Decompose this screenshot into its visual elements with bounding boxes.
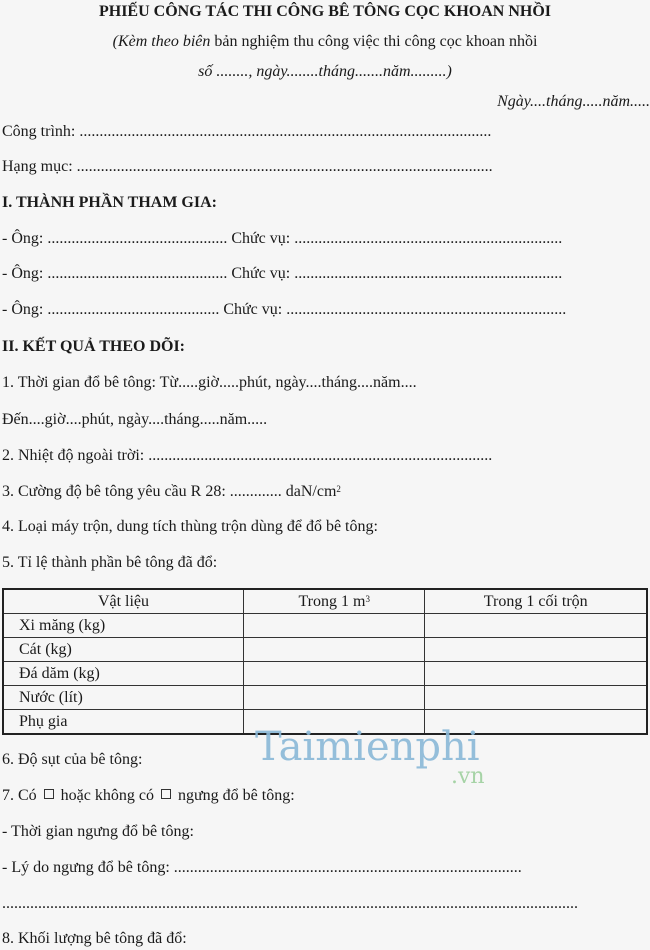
item-4: 4. Loại máy trộn, dung tích thùng trộn dùng để đổ bê tông: (2, 518, 378, 535)
item-6: 6. Độ sụt của bê tông: (2, 751, 143, 768)
subtitle-rest: bản nghiệm thu công việc thi công cọc khoan nhồi (210, 33, 538, 50)
item-1b: Đến....giờ....phút, ngày....tháng.....năm..... (2, 411, 268, 428)
material-cell: Cát (kg) (3, 638, 243, 662)
table-row (3, 662, 647, 686)
checkbox-khong-co[interactable] (161, 789, 171, 799)
per-batch-input[interactable] (425, 638, 647, 662)
item-7-time: - Thời gian ngưng đổ bê tông: (2, 823, 194, 840)
per-m3-input[interactable] (243, 614, 425, 638)
item-7-b: hoặc không có (60, 787, 154, 804)
per-batch-input[interactable] (425, 662, 647, 686)
subtitle-line2: số ........, ngày........tháng.......năm.........) (198, 63, 452, 80)
document-subtitle (0, 32, 650, 52)
item-1: 1. Thời gian đổ bê tông: Từ.....giờ.....phút, ngày....tháng....năm.... (2, 374, 417, 391)
checkbox-co[interactable] (44, 789, 54, 799)
header-sup: 3 (365, 593, 370, 604)
item-3 (2, 482, 341, 502)
participant-2: - Ông: ............................................. Chức vụ: ................................................................... (2, 265, 563, 282)
table-header-row (3, 589, 647, 614)
table-row (3, 686, 647, 710)
item-3-sup: 2 (336, 484, 341, 494)
mix-ratio-table (2, 588, 648, 735)
item-5: 5. Tỉ lệ thành phần bê tông đã đổ: (2, 554, 218, 571)
date-line: Ngày....tháng.....năm..... (497, 93, 650, 110)
header-cell: Trong 1 cối trộn (425, 589, 647, 614)
item-8: 8. Khối lượng bê tông đã đổ: (2, 930, 187, 947)
subtitle-italic: (Kèm theo biên (112, 33, 211, 50)
material-cell: Nước (lít) (3, 686, 243, 710)
per-m3-input[interactable] (243, 686, 425, 710)
material-cell: Phụ gia (3, 710, 243, 735)
per-batch-input[interactable] (425, 686, 647, 710)
item-7-a: 7. Có (2, 787, 37, 804)
header-cell: Vật liệu (3, 589, 243, 614)
participant-3: - Ông: ........................................... Chức vụ: ...................................................................... (2, 301, 567, 318)
per-m3-input[interactable] (243, 662, 425, 686)
table-row (3, 638, 647, 662)
section1-heading: I. THÀNH PHẦN THAM GIA: (2, 194, 217, 211)
item-2: 2. Nhiệt độ ngoài trời: ...................................................................................... (2, 447, 493, 464)
item-3-text: 3. Cường độ bê tông yêu cầu R 28: ............. daN/cm (2, 483, 337, 500)
field-hang-muc: Hạng mục: ........................................................................................................ (2, 158, 493, 175)
per-m3-input[interactable] (243, 638, 425, 662)
taimienphi-logo-icon: T (255, 724, 279, 770)
item-7 (2, 786, 295, 806)
item-7-c: ngưng đổ bê tông: (177, 787, 295, 804)
per-batch-input[interactable] (425, 614, 647, 638)
header-text: Trong 1 m (298, 592, 366, 610)
field-cong-trinh: Công trình: ....................................................................................................... (2, 123, 492, 140)
section2-heading: II. KẾT QUẢ THEO DÕI: (2, 338, 186, 355)
watermark-logo (255, 724, 485, 789)
table-row (3, 614, 647, 638)
material-cell: Xi măng (kg) (3, 614, 243, 638)
item-7-reason: - Lý do ngưng đổ bê tông: ....................................................................................... (2, 859, 522, 876)
item-7-reason-cont: ................................................................................................................................................ (2, 895, 578, 912)
participant-1: - Ông: ............................................. Chức vụ: ................................................................... (2, 230, 563, 247)
material-cell: Đá dăm (kg) (3, 662, 243, 686)
watermark-suffix: .vn (451, 764, 485, 789)
watermark-brand: aimienphi (278, 724, 480, 770)
header-cell (243, 589, 425, 614)
document-title: PHIẾU CÔNG TÁC THI CÔNG BÊ TÔNG CỌC KHOAN NHỒI (98, 3, 552, 20)
